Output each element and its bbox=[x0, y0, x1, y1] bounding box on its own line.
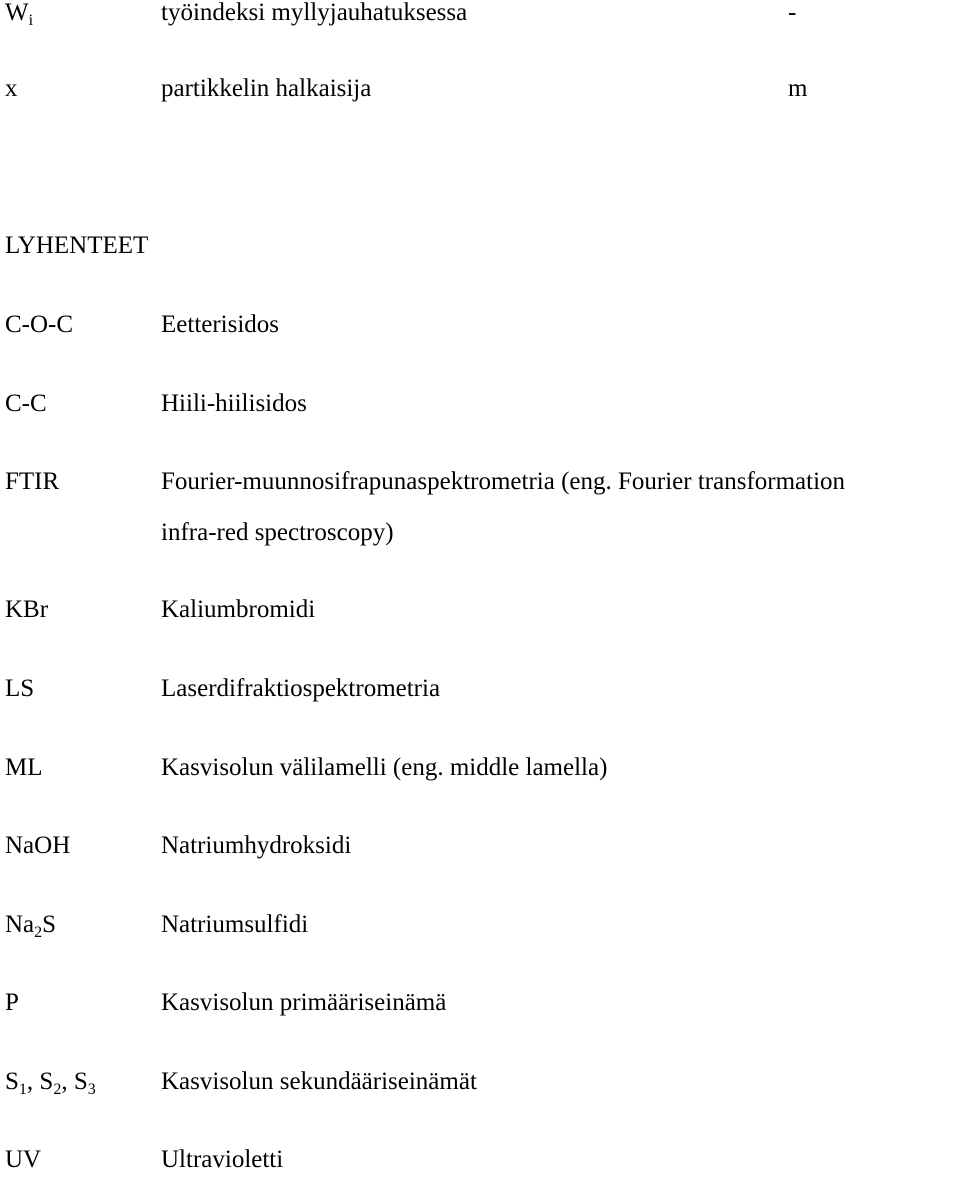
abbreviation-row bbox=[0, 308, 960, 342]
abbreviation: C-O-C bbox=[5, 311, 74, 338]
abbreviation: KBr bbox=[5, 596, 49, 623]
abbreviation-description: Natriumsulfidi bbox=[161, 911, 309, 938]
abbreviation: LS bbox=[5, 675, 35, 702]
abbreviation-description: Ultravioletti bbox=[161, 1146, 284, 1173]
abbreviation-description: Kasvisolun välilamelli (eng. middle lamella) bbox=[161, 754, 608, 781]
abbreviation: C-C bbox=[5, 390, 47, 417]
abbreviation-row bbox=[0, 387, 960, 421]
abbreviation-row-continuation bbox=[0, 516, 960, 550]
symbol-description: partikkelin halkaisija bbox=[161, 75, 372, 102]
abbreviation-row bbox=[0, 908, 960, 942]
abbreviation-row bbox=[0, 672, 960, 706]
abbreviation: FTIR bbox=[5, 468, 60, 495]
abbreviation: NaOH bbox=[5, 832, 71, 859]
abbreviation-row bbox=[0, 593, 960, 627]
abbreviation-description: Kasvisolun sekundääriseinämät bbox=[161, 1068, 477, 1095]
abbreviation: $S_1$, $S_2$, $S_3$ bbox=[5, 1068, 96, 1098]
symbol-unit: m bbox=[788, 75, 808, 102]
abbreviation-row bbox=[0, 986, 960, 1020]
abbreviation-row bbox=[0, 465, 960, 499]
abbreviation-description: Eetterisidos bbox=[161, 311, 280, 338]
abbreviation-description: Hiili-hiilisidos bbox=[161, 390, 307, 417]
symbol-row bbox=[0, 72, 960, 106]
abbreviation-description: Fourier-muunnosifrapunaspektrometria (eng. Fourier transformation bbox=[161, 468, 846, 495]
symbol: $W_i$ bbox=[5, 0, 34, 29]
abbreviation: P bbox=[5, 989, 19, 1016]
abbreviation-description: Laserdifraktiospektrometria bbox=[161, 675, 441, 702]
abbreviation-description-continued: infra-red spectroscopy) bbox=[161, 519, 394, 546]
abbreviation-description: Natriumhydroksidi bbox=[161, 832, 352, 859]
abbreviation: $Na_2S$ bbox=[5, 911, 57, 941]
abbreviation: ML bbox=[5, 754, 43, 781]
abbreviation-row bbox=[0, 829, 960, 863]
symbol-description: työindeksi myllyjauhatuksessa bbox=[161, 0, 468, 26]
abbreviation-description: Kaliumbromidi bbox=[161, 596, 316, 623]
abbreviation-description: Kasvisolun primääriseinämä bbox=[161, 989, 447, 1016]
symbol: x bbox=[5, 75, 18, 102]
section-heading: LYHENTEET bbox=[5, 232, 149, 259]
abbreviation-row bbox=[0, 1065, 960, 1099]
abbreviations-section bbox=[0, 229, 960, 263]
abbreviation-row bbox=[0, 751, 960, 785]
abbreviation: UV bbox=[5, 1146, 42, 1173]
symbol-unit: - bbox=[788, 0, 797, 26]
symbol-row bbox=[0, 0, 960, 30]
